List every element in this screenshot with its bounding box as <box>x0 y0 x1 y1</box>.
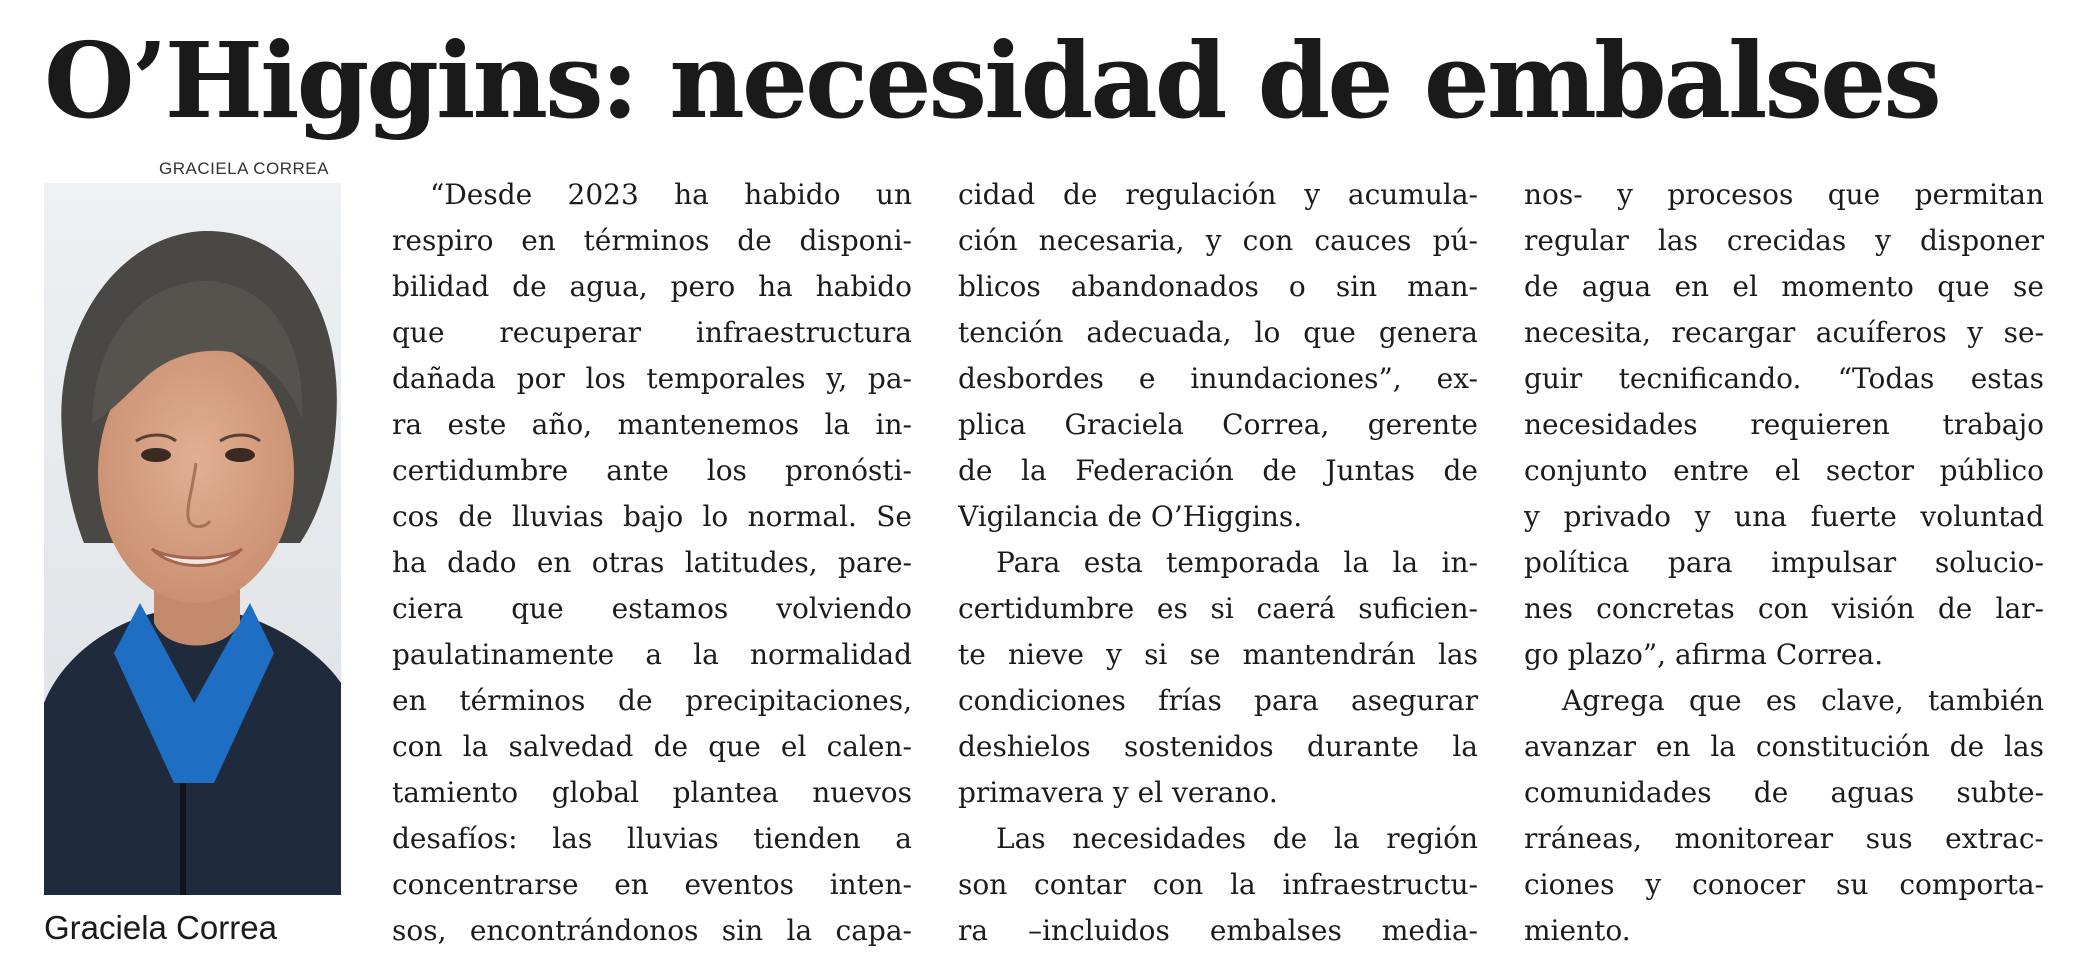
text-line: comunidades de aguas subte- <box>1524 776 2044 809</box>
text-line: nes concretas con visión de lar- <box>1524 592 2044 625</box>
text-line: son contar con la infraestructu- <box>958 868 1478 901</box>
text-line: Las necesidades de la región <box>996 822 1478 855</box>
text-line: cos de lluvias bajo lo normal. Se <box>392 500 912 533</box>
text-line: tamiento global plantea nuevos <box>392 776 912 809</box>
text-line: concentrarse en eventos inten- <box>392 868 912 901</box>
article-column-3 <box>1524 172 2044 954</box>
article-column-2 <box>958 172 1478 954</box>
text-line: Para esta temporada la la in- <box>996 546 1478 579</box>
text-line: respiro en términos de disponi- <box>392 224 912 257</box>
text-line: ra –incluidos embalses media- <box>958 914 1478 947</box>
text-line: “Desde 2023 ha habido un <box>430 178 912 211</box>
text-line: regular las crecidas y disponer <box>1524 224 2044 257</box>
text-line: sos, encontrándonos sin la capa- <box>392 914 912 947</box>
text-line: Vigilancia de O’Higgins. <box>958 500 1303 533</box>
text-line: de la Federación de Juntas de <box>958 454 1478 487</box>
text-line: certidumbre es si caerá suficien- <box>958 592 1478 625</box>
article-column-1 <box>392 172 912 954</box>
text-line: condiciones frías para asegurar <box>958 684 1478 717</box>
text-line: ha dado en otras latitudes, pare- <box>392 546 912 579</box>
text-line: desafíos: las lluvias tienden a <box>392 822 912 855</box>
text-line: desbordes e inundaciones”, ex- <box>958 362 1478 395</box>
text-line: política para impulsar solucio- <box>1524 546 2044 579</box>
text-line: avanzar en la constitución de las <box>1524 730 2044 763</box>
text-line: dañada por los temporales y, pa- <box>392 362 912 395</box>
text-line: go plazo”, afirma Correa. <box>1524 638 1884 671</box>
text-line: en términos de precipitaciones, <box>392 684 912 717</box>
text-line: necesita, recargar acuíferos y se- <box>1524 316 2044 349</box>
text-line: y privado y una fuerte voluntad <box>1524 500 2044 533</box>
text-line: paulatinamente a la normalidad <box>392 638 912 671</box>
photo-caption: Graciela Correa <box>44 909 277 946</box>
text-line: que recuperar infraestructura <box>392 316 912 349</box>
text-line: necesidades requieren trabajo <box>1524 408 2044 441</box>
text-line: ciera que estamos volviendo <box>392 592 912 625</box>
text-line: certidumbre ante los pronósti- <box>392 454 912 487</box>
text-line: plica Graciela Correa, gerente <box>958 408 1478 441</box>
text-line: guir tecnificando. “Todas estas <box>1524 362 2044 395</box>
text-line: rráneas, monitorear sus extrac- <box>1524 822 2044 855</box>
headline: O’Higgins: necesidad de embalses <box>44 19 1939 142</box>
text-line: de agua en el momento que se <box>1524 270 2044 303</box>
text-line: bilidad de agua, pero ha habido <box>392 270 912 303</box>
text-line: ción necesaria, y con cauces pú- <box>958 224 1478 257</box>
text-line: conjunto entre el sector público <box>1524 454 2044 487</box>
portrait-photo <box>44 183 341 895</box>
photo-credit: GRACIELA CORREA <box>159 159 329 178</box>
text-line: nos- y procesos que permitan <box>1524 178 2044 211</box>
text-line: deshielos sostenidos durante la <box>958 730 1478 763</box>
text-line: con la salvedad de que el calen- <box>392 730 912 763</box>
text-line: ciones y conocer su comporta- <box>1524 868 2044 901</box>
text-line: blicos abandonados o sin man- <box>958 270 1478 303</box>
text-line: te nieve y si se mantendrán las <box>958 638 1478 671</box>
text-line: Agrega que es clave, también <box>1562 684 2044 717</box>
text-line: cidad de regulación y acumula- <box>958 178 1478 211</box>
text-line: ra este año, mantenemos la in- <box>392 408 912 441</box>
text-line: miento. <box>1524 914 1631 947</box>
text-line: tención adecuada, lo que genera <box>958 316 1478 349</box>
text-line: primavera y el verano. <box>958 776 1278 809</box>
